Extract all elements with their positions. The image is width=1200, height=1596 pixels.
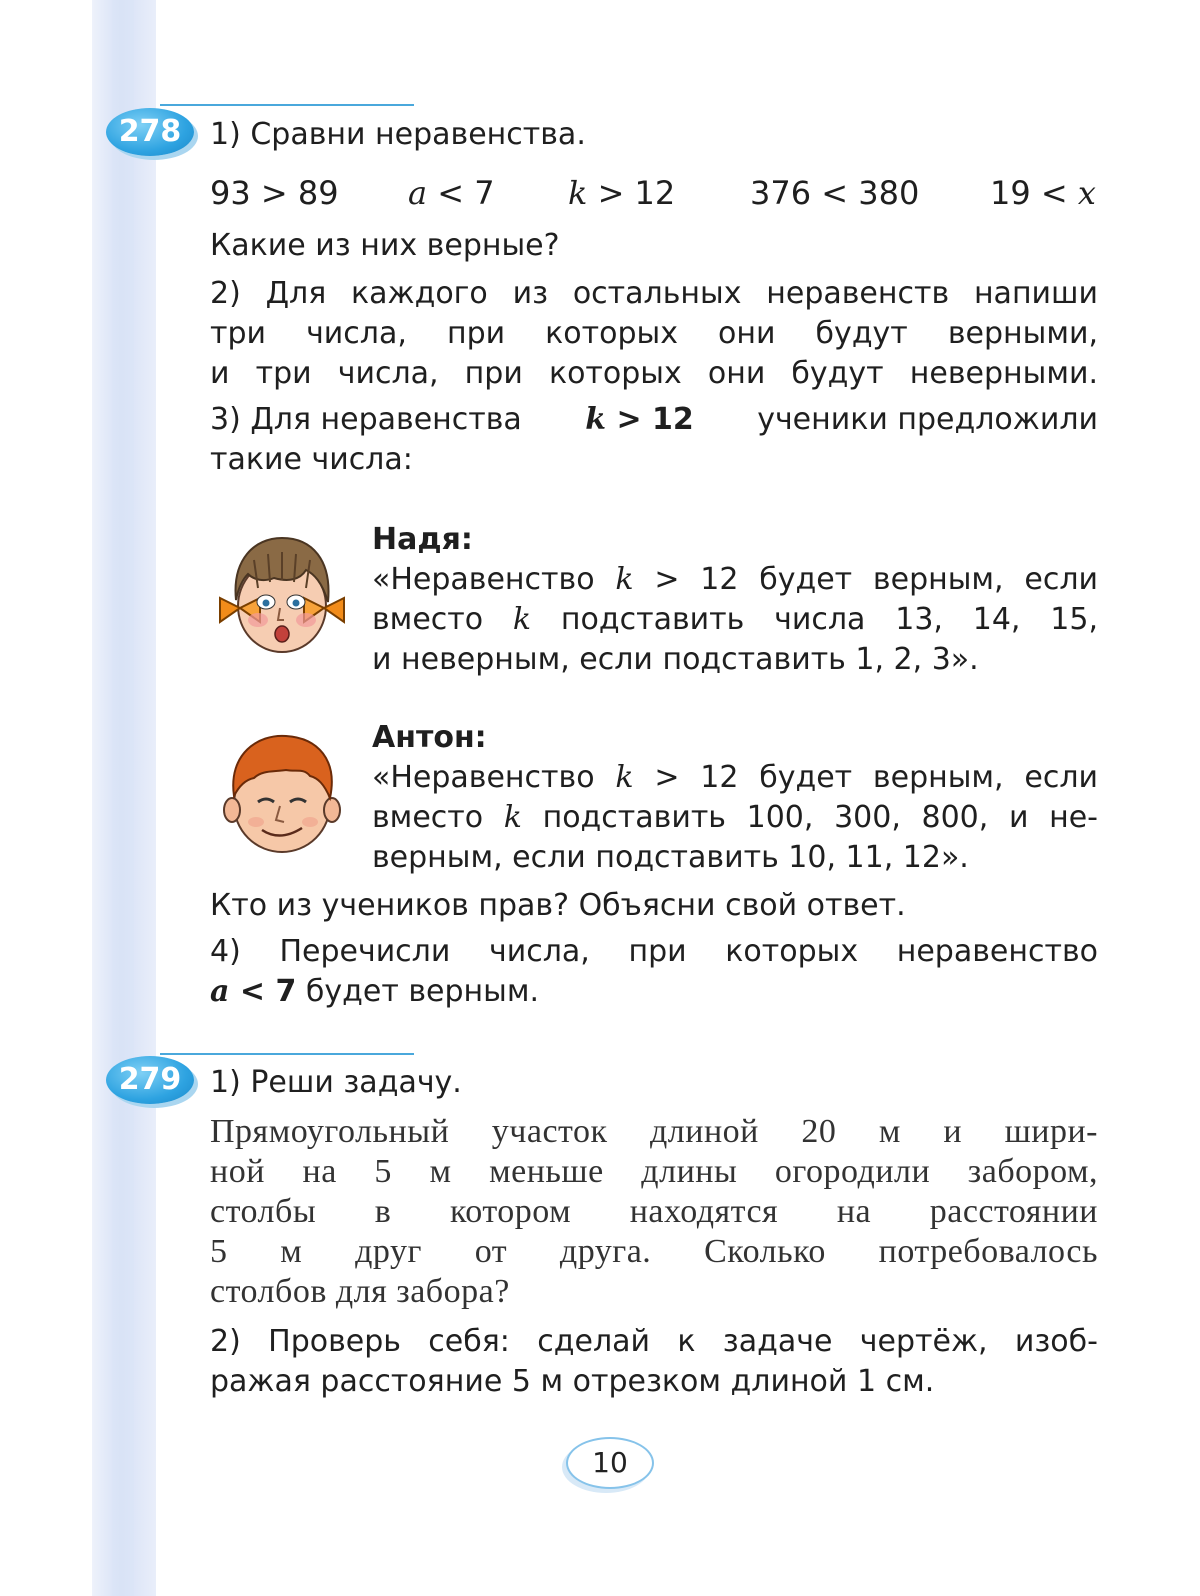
inequality-3: k > 12	[568, 174, 676, 212]
task-279-part-2-line-1: 2) Проверь себя: сделай к задаче чертёж, изоб-	[210, 1324, 1098, 1359]
anton-quote-line-2: вместо k подставить 100, 300, 800, и не-	[372, 800, 1098, 835]
task-279-part-1: 1) Реши задачу.	[210, 1065, 462, 1100]
task-278-part-4-line-2: a < 7 будет верным.	[210, 974, 540, 1009]
anton-quote-line-1: «Неравенство k > 12 будет верным, если	[372, 760, 1098, 795]
inequality-4: 376 < 380	[750, 174, 920, 212]
task-278-question: Какие из них верные?	[210, 228, 560, 263]
anton-name: Антон:	[372, 720, 487, 755]
task-279-part-2-line-2: ражая расстояние 5 м отрезком длиной 1 см.	[210, 1364, 935, 1399]
task-278-part-3-line-2: такие числа:	[210, 442, 413, 477]
problem-line-3: столбы в котором находятся на расстоянии	[210, 1193, 1098, 1230]
nadya-name: Надя:	[372, 522, 473, 557]
inequality-list	[210, 174, 1098, 216]
part-3-inequality: k > 12	[585, 402, 694, 437]
task-279-number-badge: 279	[106, 1056, 194, 1104]
task-278-part-3-line-1: 3) Для неравенства k > 12 ученики предложили	[210, 400, 1098, 440]
problem-line-2: ной на 5 м меньше длины огородили забором,	[210, 1153, 1098, 1190]
task-278-part-2-line-1: 2) Для каждого из остальных неравенств напиши	[210, 276, 1098, 311]
page-number: 10	[566, 1437, 654, 1489]
problem-line-5: столбов для забора?	[210, 1273, 510, 1310]
page-side-stripe-inner	[112, 0, 134, 1596]
task-278-part-4-line-1: 4) Перечисли числа, при которых неравенство	[210, 934, 1098, 969]
task-278-part-2-line-3: и три числа, при которых они будут неверными.	[210, 356, 1098, 391]
task-278-rule	[160, 104, 414, 106]
task-278-number-badge: 278	[106, 108, 194, 156]
task-278-part-1: 1) Сравни неравенства.	[210, 117, 586, 152]
problem-line-4: 5 м друг от друга. Сколько потребовалось	[210, 1233, 1098, 1270]
nadya-quote-line-3: и неверным, если подставить 1, 2, 3».	[372, 642, 979, 677]
task-279-rule	[160, 1053, 414, 1055]
inequality-1: 93 > 89	[210, 174, 339, 212]
nadya-quote-line-1: «Неравенство k > 12 будет верным, если	[372, 562, 1098, 597]
problem-line-1: Прямоугольный участок длиной 20 м и шири-	[210, 1113, 1098, 1150]
anton-face-illustration	[214, 730, 350, 856]
inequality-5: 19 < x	[990, 174, 1096, 212]
anton-quote-line-3: верным, если подставить 10, 11, 12».	[372, 840, 969, 875]
nadya-face-illustration	[214, 530, 350, 656]
nadya-quote-line-2: вместо k подставить числа 13, 14, 15,	[372, 602, 1098, 637]
task-278-part-2-line-2: три числа, при которых они будут верными,	[210, 316, 1098, 351]
inequality-2: a < 7	[408, 174, 495, 212]
task-278-who-is-right: Кто из учеников прав? Объясни свой ответ.	[210, 888, 906, 923]
